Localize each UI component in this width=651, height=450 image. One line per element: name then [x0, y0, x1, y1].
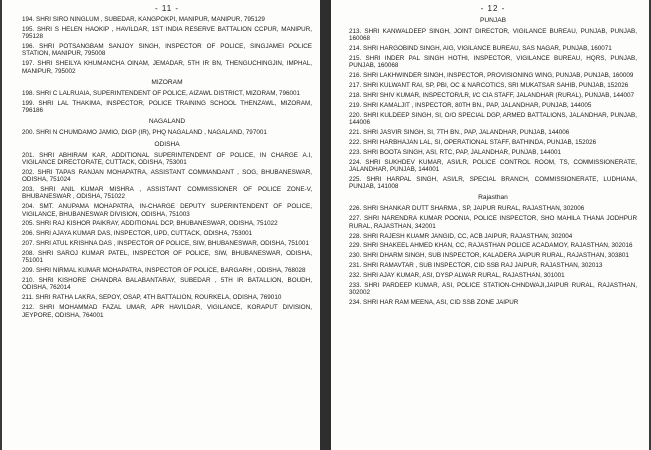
- awardee-entry: 199. SHRI LAL THAKIMA, INSPECTOR, POLICE TRAINING SCHOOL THENZAWL, MIZORAM, 796186: [22, 99, 312, 115]
- awardee-entry: 215. SHRI INDER PAL SINGH HOTHI, INSPECTOR, VIGILANCE BUREAU, HQRS, PUNJAB, PUNJAB, 160068: [349, 55, 637, 70]
- awardee-entry: 234. SHRI HAR RAM MEENA, ASI, CID SSB ZONE JAIPUR: [349, 299, 519, 307]
- awardee-entry: 197. SHRI SHEILYA KHUMANCHA OINAM, JEMADAR, 5TH IR BN, THENGUCHINGJIN, IMPHAL, MANIPUR, 795002: [22, 60, 312, 75]
- awardee-entry: 217. SHRI KULWANT RAI, SP, PBI, OC & NARCOTICS, SRI MUKATSAR SAHIB, PUNJAB, 152026: [349, 82, 629, 90]
- awardee-entry: 225. SHRI HARPAL SINGH, ASI/LR, SPECIAL BRANCH, COMMISSIONERATE, LUDHIANA, PUNJAB, 141008: [349, 175, 637, 191]
- awardee-entry: 205. SHRI RAJ KISHOR PAIKRAY, ADDITIONAL DCP, BHUBANESWAR, ODISHA, 751022: [22, 220, 278, 228]
- awardee-entry: 223. SHRI BOOTA SINGH, ASI, RTC, PAP, JALANDHAR, PUNJAB, 144001: [349, 148, 561, 156]
- awardee-entry: 219. SHRI KAMALJIT , INSPECTOR, 80TH BN., PAP, JALANDHAR, PUNJAB, 144005: [349, 101, 592, 109]
- awardee-entry: 213. SHRI KANWALDEEP SINGH, JOINT DIRECTOR, VIGILANCE BUREAU, PUNJAB, PUNJAB, 160068: [349, 28, 637, 43]
- awardee-entry: 214. SHRI HARGOBIND SINGH, AIG, VIGILANCE BUREAU, SAS NAGAR, PUNJAB, 160071: [349, 45, 612, 53]
- state-heading: Rajasthan: [478, 194, 508, 202]
- awardee-entry: 200. SHRI N CHUMDAMO JAMIO, DIGP (IR), PHQ NAGALAND , NAGALAND, 797001: [22, 129, 267, 137]
- awardee-entry: 224. SHRI SUKHDEV KUMAR, ASI/LR, POLICE CONTROL ROOM, TS, COMMISSIONERATE, JALANDHAR, PUNJAB, 144001: [349, 158, 637, 173]
- awardee-entry: 195. SHRI S HELEN HAOKIP , HAVILDAR, 1ST INDIA RESERVE BATTALION CCPUR, MANIPUR, 795128: [22, 25, 312, 41]
- awardee-entry: 226. SHRI SHANKAR DUTT SHARMA , SP, JAIPUR RURAL, RAJASTHAN, 302006: [349, 205, 585, 213]
- awardee-entry: 233. SHRI PARDEEP KUMAR, ASI, POLICE STATION-CHNDWAJI,JAIPUR RURAL, RAJASTHAN, 302002: [349, 282, 637, 297]
- awardee-entry: 216. SHRI LAKHWINDER SINGH, INSPECTOR, PROVISIONING WING, PUNJAB, PUNJAB, 160009: [349, 72, 634, 80]
- awardee-entry: 206. SHRI AJAYA KUMAR DAS, INSPECTOR, UPD, CUTTACK, ODISHA, 753001: [22, 230, 253, 238]
- right-page-content: [349, 17, 637, 306]
- awardee-entry: 203. SHRI ANIL KUMAR MISHRA , ASSISTANT COMMISSIONER OF POLICE ZONE-V, BHUBANESWAR , ODISHA, 751022: [22, 186, 312, 201]
- awardee-entry: 228. SHRI RAJESH KUAMR JANGID, CC, ACB JAIPUR, RAJASTHAN, 302004: [349, 232, 573, 240]
- awardee-entry: 222. SHRI HARBHAJAN LAL, SI, OPERATIONAL STAFF, BATHINDA, PUNJAB, 152026: [349, 138, 597, 146]
- book-gutter: [320, 0, 331, 450]
- awardee-entry: 204. SMT. ANUPAMA MOHAPATRA, IN-CHARGE DEPUTY SUPERINTENDENT OF POLICE, VIGILANCE, BHUBANESWAR DIVISION, ODISHA, 751003: [22, 203, 312, 218]
- awardee-entry: 196. SHRI POTSANGBAM SANJOY SINGH, INSPECTOR OF POLICE, SINGJAMEI POLICE STATION, MANIPUR, 795008: [22, 43, 312, 58]
- left-page: [2, 0, 320, 450]
- awardee-entry: 229. SHRI SHAKEEL AHMED KHAN, CC, RAJASTHAN POLICE ACADAMOY, RAJASTHAN, 302016: [349, 242, 633, 250]
- state-heading: PUNJAB: [479, 17, 506, 24]
- awardee-entry: 232. SHRI AJAY KUMAR, ASI, DYSP ALWAR RURAL, RAJASTHAN, 301001: [349, 272, 565, 280]
- awardee-entry: 220. SHRI KULDEEP SINGH, SI, O/O SPECIAL DGP, ARMED BATTALIONS, JALANDHAR, PUNJAB, 144006: [349, 111, 637, 127]
- awardee-entry: 231. SHRI RAMAVTAR , SUB INSPECTOR, CID SSB RAJ JAIPUR, RAJASTHAN, 302013: [349, 262, 603, 270]
- awardee-entry: 218. SHRI SHIV KUMAR, INSPECTOR/LR, I/C CIA STAFF, JALANDHAR (RURAL), PUNJAB, 144007: [349, 92, 634, 100]
- awardee-entry: 230. SHRI DHARM SINGH, SUB INSPECTOR, KALADERA JAIPUR RURAL, RAJASTHAN, 303801: [349, 252, 629, 260]
- awardee-entry: 208. SHRI SAROJ KUMAR PATEL, INSPECTOR OF POLICE, SIW, BHUBANESWAR, ODISHA, 751001: [22, 250, 312, 265]
- awardee-entry: 202. SHRI TAPAS RANJAN MOHAPATRA, ASSISTANT COMMANDANT , SOG, BHUBANESWAR, ODISHA, 751024: [22, 168, 312, 184]
- awardee-entry: 212. SHRI MOHAMMAD FAZAL UMAR, APR HAVILDAR, VIGILANCE, KORAPUT DIVISION, JEYPORE, ODISHA, 764001: [22, 304, 312, 319]
- awardee-entry: 210. SHRI KISHORE CHANDRA BALABANTARAY, SUBEDAR , 5TH IR BATALLION, BOUDH, ODISHA, 762014: [22, 277, 312, 292]
- state-heading: ODISHA: [154, 140, 180, 148]
- right-page: [331, 0, 649, 450]
- left-page-content: [22, 16, 312, 319]
- awardee-entry: 198. SHRI C LALRUAIA, SUPERINTENDENT OF POLICE, AIZAWL DISTRICT, MIZORAM, 796001: [22, 89, 300, 97]
- page-number: - 12 -: [480, 4, 506, 13]
- awardee-entry: 201. SHRI ABHIRAM KAR, ADDITIONAL SUPERINTENDENT OF POLICE, IN CHARGE A.I, VIGILANCE DIRECTORATE, CUTTACK, ODISHA, 753001: [22, 151, 312, 166]
- awardee-entry: 227. SHRI NARENDRA KUMAR POONIA, POLICE INSPECTOR, SHO MAHILA THANA JODHPUR RURAL, RAJASTHAN, 342001: [349, 215, 637, 230]
- awardee-entry: 221. SHRI JASVIR SINGH, SI, 7TH BN., PAP, JALANDHAR, PUNJAB, 144006: [349, 129, 570, 137]
- awardee-entry: 211. SHRI RATHA LAKRA, SEPOY, OSAP, 4TH BATTALION, ROURKELA, ODISHA, 769010: [22, 294, 282, 302]
- awardee-entry: 209. SHRI NIRMAL KUMAR MOHAPATRA, INSPECTOR OF POLICE, BARGARH , ODISHA, 768028: [22, 267, 306, 275]
- state-heading: NAGALAND: [148, 118, 186, 126]
- state-heading: MIZORAM: [151, 78, 183, 86]
- awardee-entry: 207. SHRI ATUL KRISHNA DAS , INSPECTOR OF POLICE, SIW, BHUBANESWAR, ODISHA, 751001: [22, 240, 309, 248]
- awardee-entry: 194. SHRI SIRO NINGLUM , SUBEDAR, KANGPOKPI, MANIPUR, MANIPUR, 795129: [22, 16, 265, 23]
- page-number: - 11 -: [154, 4, 180, 13]
